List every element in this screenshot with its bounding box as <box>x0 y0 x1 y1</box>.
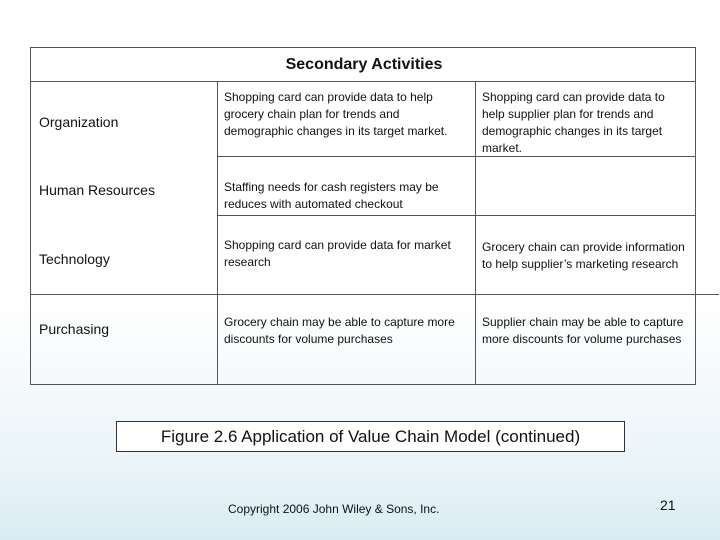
technology-right-cell: Grocery chain can provide information to help supplier’s marketing research <box>482 240 685 271</box>
page-number: 21 <box>660 497 676 513</box>
row-label-human-resources: Human Resources <box>39 182 155 198</box>
row-label-organization: Organization <box>39 114 119 130</box>
value-chain-table <box>30 47 696 385</box>
row-label-technology: Technology <box>39 251 110 267</box>
purchasing-middle-cell: Grocery chain may be able to capture more discounts for volume purchases <box>224 315 455 346</box>
purchasing-right-cell: Supplier chain may be able to capture more discounts for volume purchases <box>482 315 684 346</box>
organization-middle-cell: Shopping card can provide data to help grocery chain plan for trends and demographic changes in its target market. <box>224 90 448 138</box>
row-divider-3 <box>31 294 719 295</box>
organization-right-cell: Shopping card can provide data to help supplier plan for trends and demographic changes in its target market. <box>482 90 665 155</box>
figure-caption: Figure 2.6 Application of Value Chain Model (continued) <box>116 421 625 452</box>
table-header: Secondary Activities <box>31 48 695 82</box>
column-divider-2 <box>475 82 476 384</box>
column-divider-1 <box>217 82 218 384</box>
technology-middle-cell: Shopping card can provide data for market research <box>224 238 451 269</box>
row-divider-2 <box>217 215 695 216</box>
row-label-purchasing: Purchasing <box>39 321 110 337</box>
copyright-text: Copyright 2006 John Wiley & Sons, Inc. <box>228 502 440 516</box>
human-resources-middle-cell: Staffing needs for cash registers may be reduces with automated checkout <box>224 180 439 211</box>
